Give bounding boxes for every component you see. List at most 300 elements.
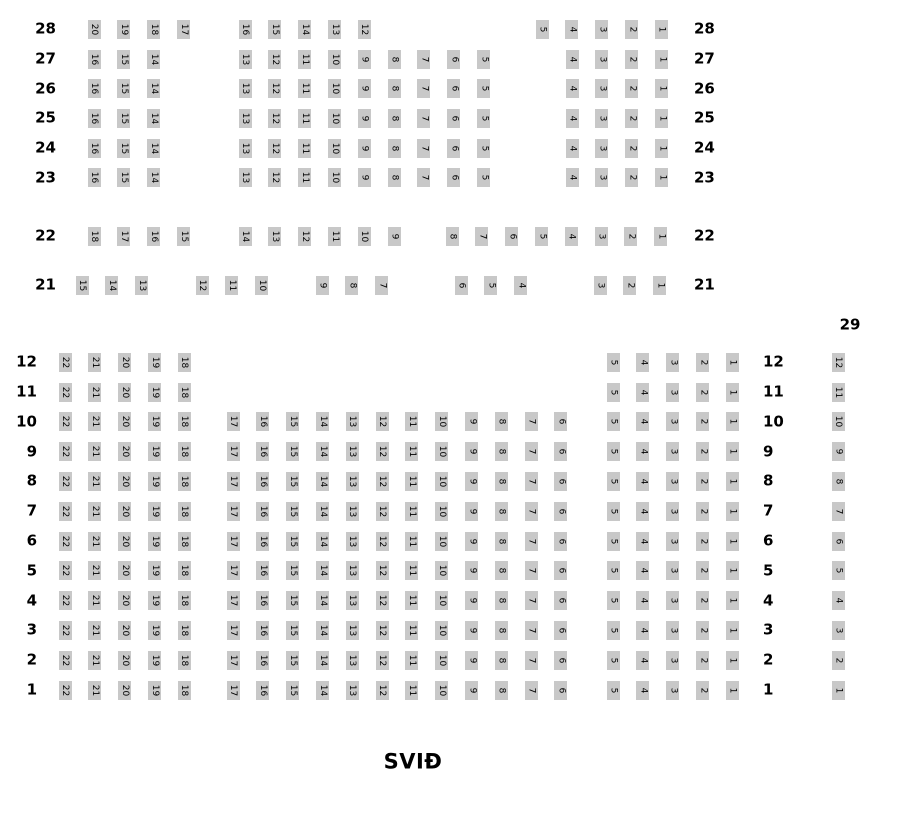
seat[interactable] [286,442,299,461]
seat[interactable] [566,50,579,69]
seat[interactable] [148,472,161,491]
seat[interactable] [227,532,240,551]
seat[interactable] [655,20,668,39]
seat[interactable] [505,227,518,246]
seat[interactable] [435,591,448,610]
seat[interactable] [465,472,478,491]
seat[interactable] [595,109,608,128]
seat[interactable] [286,621,299,640]
seat[interactable] [726,442,739,461]
seat[interactable] [655,50,668,69]
seat[interactable] [256,472,269,491]
seat[interactable] [495,472,508,491]
seat[interactable] [88,20,101,39]
seat[interactable] [435,651,448,670]
seat[interactable] [388,139,401,158]
seat[interactable] [595,227,608,246]
seat[interactable] [607,651,620,670]
seat[interactable] [316,621,329,640]
seat[interactable] [832,502,845,521]
seat[interactable] [147,168,160,187]
seat[interactable] [178,442,191,461]
seat[interactable] [607,383,620,402]
seat[interactable] [268,20,281,39]
seat[interactable] [566,109,579,128]
seat[interactable] [256,412,269,431]
seat[interactable] [328,227,341,246]
seat[interactable] [607,561,620,580]
seat[interactable] [286,412,299,431]
seat[interactable] [118,472,131,491]
seat[interactable] [435,681,448,700]
seat[interactable] [117,139,130,158]
seat[interactable] [147,50,160,69]
seat[interactable] [239,168,252,187]
seat[interactable] [105,276,118,295]
seat[interactable] [298,79,311,98]
seat[interactable] [832,681,845,700]
seat[interactable] [495,442,508,461]
seat[interactable] [88,353,101,372]
seat[interactable] [227,502,240,521]
seat[interactable] [832,353,845,372]
seat[interactable] [465,412,478,431]
seat[interactable] [595,20,608,39]
seat[interactable] [525,472,538,491]
seat[interactable] [88,681,101,700]
seat[interactable] [88,472,101,491]
seat[interactable] [696,412,709,431]
seat[interactable] [666,472,679,491]
seat[interactable] [623,276,636,295]
seat[interactable] [475,227,488,246]
seat[interactable] [88,621,101,640]
seat[interactable] [417,109,430,128]
seat[interactable] [358,168,371,187]
seat[interactable] [726,412,739,431]
seat[interactable] [495,561,508,580]
seat[interactable] [726,651,739,670]
seat[interactable] [726,591,739,610]
seat[interactable] [417,79,430,98]
seat[interactable] [625,79,638,98]
seat[interactable] [117,79,130,98]
seat[interactable] [832,472,845,491]
seat[interactable] [726,353,739,372]
seat[interactable] [227,412,240,431]
seat[interactable] [417,139,430,158]
seat[interactable] [298,50,311,69]
seat[interactable] [256,621,269,640]
seat[interactable] [435,621,448,640]
seat[interactable] [405,442,418,461]
seat[interactable] [495,681,508,700]
seat[interactable] [455,276,468,295]
seat[interactable] [696,442,709,461]
seat[interactable] [607,502,620,521]
seat[interactable] [298,109,311,128]
seat[interactable] [118,442,131,461]
seat[interactable] [832,412,845,431]
seat[interactable] [117,168,130,187]
seat[interactable] [346,472,359,491]
seat[interactable] [525,502,538,521]
seat[interactable] [88,502,101,521]
seat[interactable] [832,651,845,670]
seat[interactable] [696,681,709,700]
seat[interactable] [465,621,478,640]
seat[interactable] [316,276,329,295]
seat[interactable] [178,591,191,610]
seat[interactable] [595,50,608,69]
seat[interactable] [525,621,538,640]
seat[interactable] [405,412,418,431]
seat[interactable] [726,681,739,700]
seat[interactable] [554,502,567,521]
seat[interactable] [666,621,679,640]
seat[interactable] [666,681,679,700]
seat[interactable] [239,79,252,98]
seat[interactable] [554,532,567,551]
seat[interactable] [566,168,579,187]
seat[interactable] [465,591,478,610]
seat[interactable] [636,532,649,551]
seat[interactable] [255,276,268,295]
seat[interactable] [59,412,72,431]
seat[interactable] [554,412,567,431]
seat[interactable] [268,168,281,187]
seat[interactable] [696,591,709,610]
seat[interactable] [536,20,549,39]
seat[interactable] [88,591,101,610]
seat[interactable] [726,383,739,402]
seat[interactable] [118,621,131,640]
seat[interactable] [607,353,620,372]
seat[interactable] [832,532,845,551]
seat[interactable] [346,561,359,580]
seat[interactable] [435,442,448,461]
seat[interactable] [625,168,638,187]
seat[interactable] [405,591,418,610]
seat[interactable] [376,681,389,700]
seat[interactable] [666,591,679,610]
seat[interactable] [477,79,490,98]
seat[interactable] [227,651,240,670]
seat[interactable] [375,276,388,295]
seat[interactable] [624,227,637,246]
seat[interactable] [316,591,329,610]
seat[interactable] [388,79,401,98]
seat[interactable] [177,227,190,246]
seat[interactable] [196,276,209,295]
seat[interactable] [268,139,281,158]
seat[interactable] [696,383,709,402]
seat[interactable] [316,532,329,551]
seat[interactable] [227,561,240,580]
seat[interactable] [328,50,341,69]
seat[interactable] [376,442,389,461]
seat[interactable] [726,472,739,491]
seat[interactable] [147,227,160,246]
seat[interactable] [239,50,252,69]
seat[interactable] [435,561,448,580]
seat[interactable] [388,168,401,187]
seat[interactable] [696,532,709,551]
seat[interactable] [666,383,679,402]
seat[interactable] [376,502,389,521]
seat[interactable] [465,681,478,700]
seat[interactable] [625,50,638,69]
seat[interactable] [832,561,845,580]
seat[interactable] [346,532,359,551]
seat[interactable] [88,139,101,158]
seat[interactable] [636,621,649,640]
seat[interactable] [405,472,418,491]
seat[interactable] [117,227,130,246]
seat[interactable] [227,591,240,610]
seat[interactable] [417,168,430,187]
seat[interactable] [696,561,709,580]
seat[interactable] [554,621,567,640]
seat[interactable] [316,442,329,461]
seat[interactable] [535,227,548,246]
seat[interactable] [177,20,190,39]
seat[interactable] [59,651,72,670]
seat[interactable] [118,561,131,580]
seat[interactable] [256,651,269,670]
seat[interactable] [726,561,739,580]
seat[interactable] [268,227,281,246]
seat[interactable] [88,109,101,128]
seat[interactable] [76,276,89,295]
seat[interactable] [59,532,72,551]
seat[interactable] [117,109,130,128]
seat[interactable] [358,20,371,39]
seat[interactable] [59,621,72,640]
seat[interactable] [88,532,101,551]
seat[interactable] [696,502,709,521]
seat[interactable] [256,681,269,700]
seat[interactable] [316,472,329,491]
seat[interactable] [256,591,269,610]
seat[interactable] [655,79,668,98]
seat[interactable] [832,442,845,461]
seat[interactable] [465,502,478,521]
seat[interactable] [554,651,567,670]
seat[interactable] [405,651,418,670]
seat[interactable] [636,561,649,580]
seat[interactable] [666,561,679,580]
seat[interactable] [417,50,430,69]
seat[interactable] [832,591,845,610]
seat[interactable] [59,472,72,491]
seat[interactable] [358,79,371,98]
seat[interactable] [447,79,460,98]
seat[interactable] [298,168,311,187]
seat[interactable] [477,50,490,69]
seat[interactable] [832,383,845,402]
seat[interactable] [477,109,490,128]
seat[interactable] [636,412,649,431]
seat[interactable] [388,109,401,128]
seat[interactable] [625,20,638,39]
seat[interactable] [655,168,668,187]
seat[interactable] [666,651,679,670]
seat[interactable] [135,276,148,295]
seat[interactable] [447,168,460,187]
seat[interactable] [316,502,329,521]
seat[interactable] [636,591,649,610]
seat[interactable] [316,651,329,670]
seat[interactable] [59,353,72,372]
seat[interactable] [566,139,579,158]
seat[interactable] [484,276,497,295]
seat[interactable] [435,502,448,521]
seat[interactable] [286,591,299,610]
seat[interactable] [148,591,161,610]
seat[interactable] [88,651,101,670]
seat[interactable] [59,442,72,461]
seat[interactable] [607,412,620,431]
seat[interactable] [346,442,359,461]
seat[interactable] [566,79,579,98]
seat[interactable] [696,472,709,491]
seat[interactable] [178,353,191,372]
seat[interactable] [178,383,191,402]
seat[interactable] [636,472,649,491]
seat[interactable] [118,353,131,372]
seat[interactable] [286,681,299,700]
seat[interactable] [178,561,191,580]
seat[interactable] [654,227,667,246]
seat[interactable] [666,532,679,551]
seat[interactable] [435,532,448,551]
seat[interactable] [346,502,359,521]
seat[interactable] [666,442,679,461]
seat[interactable] [358,109,371,128]
seat[interactable] [118,681,131,700]
seat[interactable] [525,442,538,461]
seat[interactable] [147,139,160,158]
seat[interactable] [239,227,252,246]
seat[interactable] [286,532,299,551]
seat[interactable] [376,532,389,551]
seat[interactable] [388,50,401,69]
seat[interactable] [256,561,269,580]
seat[interactable] [376,412,389,431]
seat[interactable] [655,139,668,158]
seat[interactable] [554,681,567,700]
seat[interactable] [59,681,72,700]
seat[interactable] [565,227,578,246]
seat[interactable] [726,502,739,521]
seat[interactable] [148,561,161,580]
seat[interactable] [607,532,620,551]
seat[interactable] [594,276,607,295]
seat[interactable] [495,412,508,431]
seat[interactable] [118,383,131,402]
seat[interactable] [607,621,620,640]
seat[interactable] [595,139,608,158]
seat[interactable] [554,472,567,491]
seat[interactable] [298,20,311,39]
seat[interactable] [178,412,191,431]
seat[interactable] [286,561,299,580]
seat[interactable] [88,412,101,431]
seat[interactable] [256,442,269,461]
seat[interactable] [636,651,649,670]
seat[interactable] [495,651,508,670]
seat[interactable] [525,532,538,551]
seat[interactable] [59,383,72,402]
seat[interactable] [345,276,358,295]
seat[interactable] [328,79,341,98]
seat[interactable] [268,109,281,128]
seat[interactable] [316,681,329,700]
seat[interactable] [148,681,161,700]
seat[interactable] [346,591,359,610]
seat[interactable] [446,227,459,246]
seat[interactable] [554,591,567,610]
seat[interactable] [495,532,508,551]
seat[interactable] [286,502,299,521]
seat[interactable] [148,532,161,551]
seat[interactable] [346,651,359,670]
seat[interactable] [625,139,638,158]
seat[interactable] [328,168,341,187]
seat[interactable] [726,532,739,551]
seat[interactable] [256,532,269,551]
seat[interactable] [227,472,240,491]
seat[interactable] [268,50,281,69]
seat[interactable] [178,472,191,491]
seat[interactable] [358,227,371,246]
seat[interactable] [655,109,668,128]
seat[interactable] [88,442,101,461]
seat[interactable] [554,561,567,580]
seat[interactable] [148,442,161,461]
seat[interactable] [405,621,418,640]
seat[interactable] [178,621,191,640]
seat[interactable] [376,561,389,580]
seat[interactable] [59,591,72,610]
seat[interactable] [117,50,130,69]
seat[interactable] [376,591,389,610]
seat[interactable] [525,591,538,610]
seat[interactable] [59,502,72,521]
seat[interactable] [525,651,538,670]
seat[interactable] [625,109,638,128]
seat[interactable] [525,412,538,431]
seat[interactable] [636,353,649,372]
seat[interactable] [595,168,608,187]
seat[interactable] [298,139,311,158]
seat[interactable] [59,561,72,580]
seat[interactable] [447,109,460,128]
seat[interactable] [178,651,191,670]
seat[interactable] [268,79,281,98]
seat[interactable] [435,472,448,491]
seat[interactable] [447,50,460,69]
seat[interactable] [328,109,341,128]
seat[interactable] [465,651,478,670]
seat[interactable] [227,442,240,461]
seat[interactable] [525,681,538,700]
seat[interactable] [227,681,240,700]
seat[interactable] [88,50,101,69]
seat[interactable] [696,621,709,640]
seat[interactable] [653,276,666,295]
